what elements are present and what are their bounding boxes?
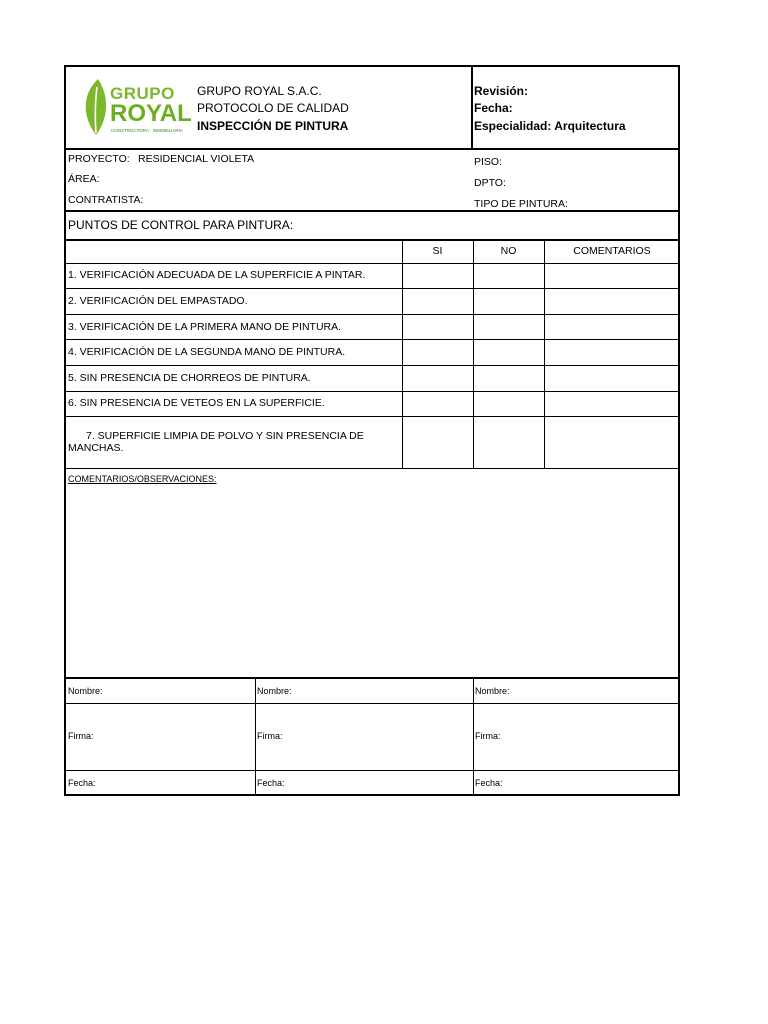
control-item: MANCHAS.: [68, 442, 124, 454]
row-line: [66, 416, 678, 417]
control-item: 2. VERIFICACIÓN DEL EMPASTADO.: [68, 295, 248, 307]
row-line: [66, 391, 678, 392]
piso-label: PISO:: [474, 156, 503, 168]
col-divider: [402, 239, 403, 468]
row-line: [66, 263, 678, 264]
control-item: 5. SIN PRESENCIA DE CHORREOS DE PINTURA.: [68, 372, 311, 384]
revision-label: Revisión:: [474, 84, 529, 98]
column-header-si: SI: [432, 245, 443, 257]
row-line: [66, 339, 678, 340]
control-heading: PUNTOS DE CONTROL PARA PINTURA:: [68, 218, 294, 232]
proyecto-label: PROYECTO:: [68, 153, 130, 165]
control-item: 4. VERIFICACIÓN DE LA SEGUNDA MANO DE PINTURA.: [68, 346, 346, 358]
fecha-sign-label: Fecha:: [257, 778, 285, 788]
col-divider: [544, 239, 545, 468]
firma-label: Firma:: [475, 731, 501, 741]
col-divider: [473, 239, 474, 468]
row-line: [66, 314, 678, 315]
control-item: 3. VERIFICACIÓN DE LA PRIMERA MANO DE PINTURA.: [68, 321, 342, 333]
table-bottom-line: [66, 468, 678, 469]
company-logo: [78, 75, 192, 137]
document-title: INSPECCIÓN DE PINTURA: [197, 119, 349, 133]
fecha-label: Fecha:: [474, 101, 513, 115]
logo-grupo-text: GRUPO: [110, 84, 175, 103]
firma-label: Firma:: [68, 731, 94, 741]
control-item: 6. SIN PRESENCIA DE VETEOS EN LA SUPERFICIE.: [68, 397, 325, 409]
contratista-label: CONTRATISTA:: [68, 194, 144, 206]
signature-row-line: [66, 770, 678, 771]
company-name: GRUPO ROYAL S.A.C.: [197, 84, 322, 98]
nombre-label: Nombre:: [257, 686, 292, 696]
column-header-no: NO: [500, 245, 517, 257]
row-line: [66, 288, 678, 289]
project-bottom-line: [66, 210, 678, 212]
proyecto-value: RESIDENCIAL VIOLETA: [138, 153, 255, 165]
column-header-comentarios: COMENTARIOS: [573, 245, 651, 257]
especialidad-label: Especialidad: Arquitectura: [474, 119, 626, 133]
protocol-name: PROTOCOLO DE CALIDAD: [197, 101, 349, 115]
logo-royal-text: ROYAL: [110, 100, 192, 127]
header-bottom-line: [66, 148, 678, 150]
header-divider: [471, 67, 473, 148]
logo-tagline: CONSTRUCTORA · INMOBILIARIA: [111, 128, 183, 133]
row-line: [66, 365, 678, 366]
signature-divider: [255, 677, 256, 796]
fecha-sign-label: Fecha:: [475, 778, 503, 788]
dpto-label: DPTO:: [474, 177, 506, 189]
nombre-label: Nombre:: [68, 686, 103, 696]
control-heading-line: [66, 239, 678, 241]
comments-bottom-line: [66, 677, 678, 679]
area-label: ÁREA:: [68, 173, 100, 185]
comments-heading: COMENTARIOS/OBSERVACIONES:: [68, 474, 217, 484]
control-item: 7. SUPERFICIE LIMPIA DE POLVO Y SIN PRESENCIA DE: [86, 430, 364, 442]
fecha-sign-label: Fecha:: [68, 778, 96, 788]
firma-label: Firma:: [257, 731, 283, 741]
nombre-label: Nombre:: [475, 686, 510, 696]
control-item: 1. VERIFICACIÓN ADECUADA DE LA SUPERFICIE A PINTAR.: [68, 269, 366, 281]
tipo-pintura-label: TIPO DE PINTURA:: [474, 198, 568, 210]
inspection-form: [64, 65, 680, 796]
signature-divider: [473, 677, 474, 796]
signature-row-line: [66, 703, 678, 704]
